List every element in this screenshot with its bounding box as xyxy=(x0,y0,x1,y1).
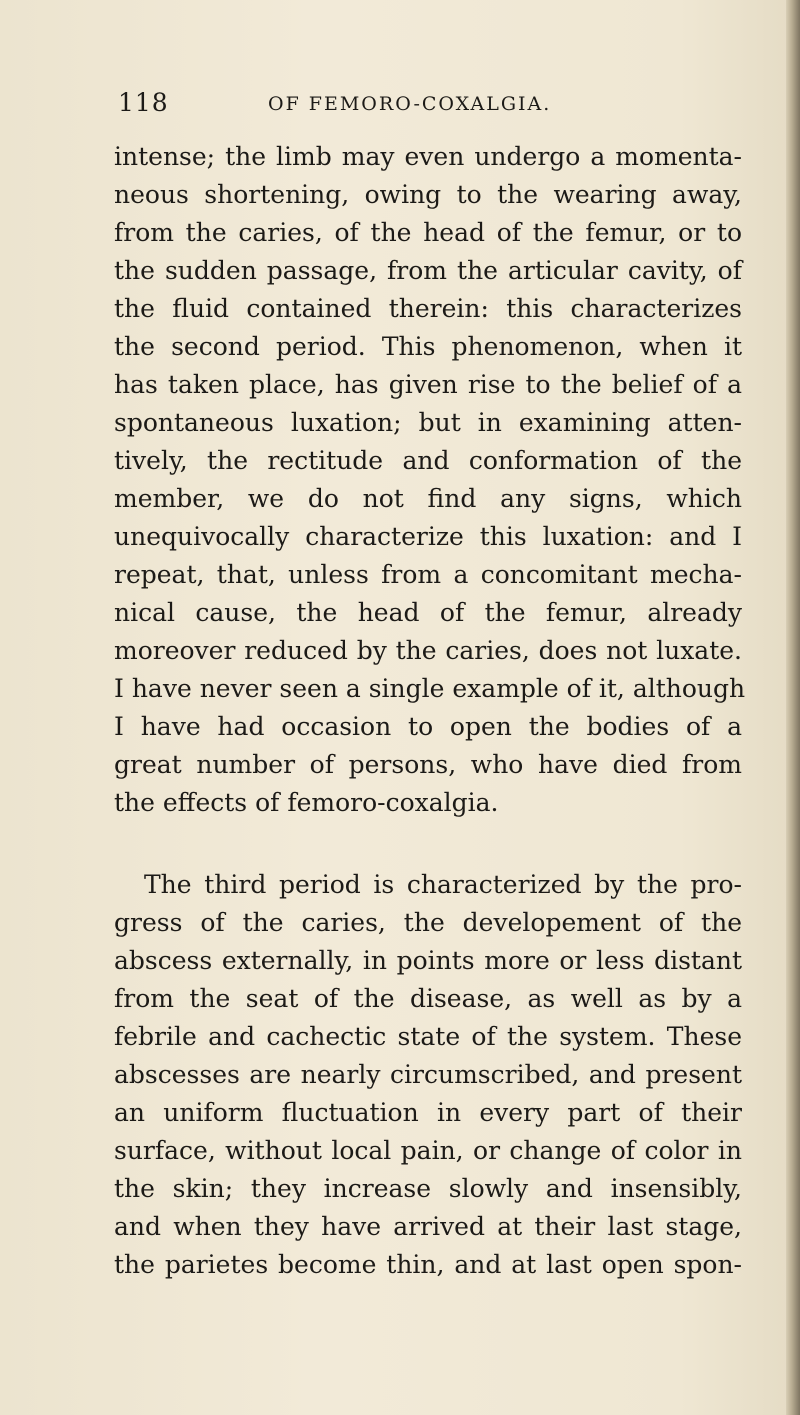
text-line: surface, without local pain, or change of color in xyxy=(114,1136,742,1165)
text-line: The third period is characterized by the pro- xyxy=(144,870,742,899)
text-line: I have had occasion to open the bodies of a xyxy=(114,712,742,741)
text-line: unequivocally characterize this luxation: and I xyxy=(114,522,742,551)
paragraph-gap xyxy=(114,822,742,866)
text-line: and when they have arrived at their last stage, xyxy=(114,1212,742,1241)
text-line: moreover reduced by the caries, does not luxate. xyxy=(114,636,742,665)
text-line: from the caries, of the head of the femur, or to xyxy=(114,218,742,247)
text-line: tively, the rectitude and conformation of the xyxy=(114,446,742,475)
text-line: the second period. This phenomenon, when it xyxy=(114,332,742,361)
page-header xyxy=(118,88,678,128)
text-line: the fluid contained therein: this characterizes xyxy=(114,294,742,323)
text-line: abscesses are nearly circumscribed, and present xyxy=(114,1060,742,1089)
text-line: nical cause, the head of the femur, already xyxy=(114,598,742,627)
text-line: febrile and cachectic state of the system. These xyxy=(114,1022,742,1051)
text-line: an uniform fluctuation in every part of their xyxy=(114,1098,742,1127)
body-text xyxy=(114,138,746,1284)
running-title: OF FEMORO-COXALGIA. xyxy=(268,93,552,115)
text-line: from the seat of the disease, as well as by a xyxy=(114,984,742,1013)
text-line: gress of the caries, the developement of the xyxy=(114,908,742,937)
text-line: the parietes become thin, and at last open spon- xyxy=(114,1250,742,1279)
text-line: repeat, that, unless from a concomitant mecha- xyxy=(114,560,742,589)
text-line: the effects of femoro-coxalgia. xyxy=(114,788,499,817)
text-line: intense; the limb may even undergo a momenta- xyxy=(114,142,742,171)
text-line: has taken place, has given rise to the belief of a xyxy=(114,370,742,399)
paragraph xyxy=(114,866,742,1284)
text-line: I have never seen a single example of it, although xyxy=(114,674,746,703)
text-line: member, we do not find any signs, which xyxy=(114,484,742,513)
text-line: the skin; they increase slowly and insensibly, xyxy=(114,1174,742,1203)
text-line: neous shortening, owing to the wearing away, xyxy=(114,180,742,209)
text-line: abscess externally, in points more or less distant xyxy=(114,946,742,975)
page-number: 118 xyxy=(118,88,169,117)
text-line: spontaneous luxation; but in examining atten- xyxy=(114,408,742,437)
paragraph xyxy=(114,138,746,822)
text-line: great number of persons, who have died from xyxy=(114,750,742,779)
page-edge-shadow xyxy=(786,0,800,1415)
text-line: the sudden passage, from the articular cavity, of xyxy=(114,256,742,285)
